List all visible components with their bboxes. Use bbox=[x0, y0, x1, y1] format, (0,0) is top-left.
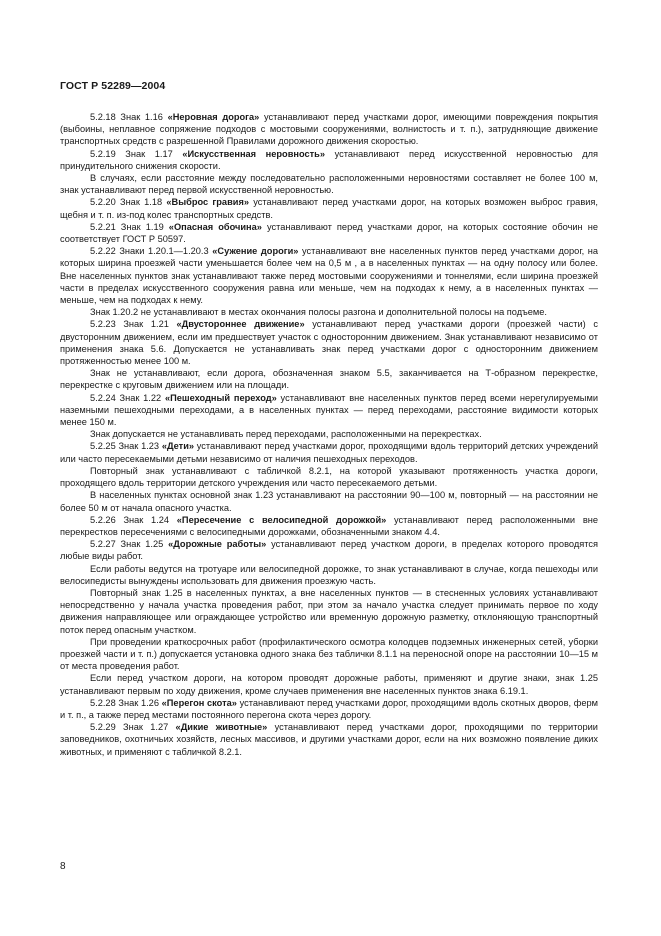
paragraph: 5.2.28 Знак 1.26 «Перегон скота» устанавливают перед участками дорог, проходящими вдоль скотных дворов, ферм и т. п., а также перед местами постоянного перегона скота через дорогу. bbox=[60, 697, 598, 720]
paragraph: 5.2.18 Знак 1.16 «Неровная дорога» устанавливают перед участками дорог, имеющими повреждения покрытия (выбоины, неплавное сопряжение подходов с мостовыми сооружениями, волнистость и т. п.), затрудняющие движение транспортных средств с разрешенной Правилами дорожного движения скоростью. bbox=[60, 112, 598, 147]
paragraph: 5.2.20 Знак 1.18 «Выброс гравия» устанавливают перед участками дорог, на которых возможен выброс гравия, щебня и т. п. из-под колес транспортных средств. bbox=[60, 197, 598, 220]
page-number: 8 bbox=[60, 861, 66, 872]
paragraph: Знак допускается не устанавливать перед переходами, расположенными на перекрестках. bbox=[90, 429, 482, 440]
paragraph: Знак 1.20.2 не устанавливают в местах окончания полосы разгона и дополнительной полосы на подъеме. bbox=[90, 307, 547, 318]
paragraph: 5.2.26 Знак 1.24 «Пересечение с велосипедной дорожкой» устанавливают перед расположенными вне перекрестков пересечениями с велосипедными дорожками, обозначенными знаком 4.4. bbox=[60, 514, 598, 537]
paragraph: 5.2.19 Знак 1.17 «Искусственная неровность» устанавливают перед искусственной неровностью для принудительного снижения скорости. bbox=[60, 148, 598, 171]
paragraph: 5.2.29 Знак 1.27 «Дикие животные» устанавливают перед участками дорог, проходящими по территории заповедников, охотничьих хозяйств, лесных массивов, и другими участками дорог, если на них возможно появление диких животных, и применяют с табличкой 8.2.1. bbox=[60, 722, 598, 757]
document-body bbox=[60, 111, 598, 758]
paragraph: Повторный знак 1.25 в населенных пунктах, а вне населенных пунктов — в стесненных условиях устанавливают непосредственно у начала участка проведения работ, при этом за начало участка следует принимать первое по ходу движения направляющее или ограждающее устройство или временную дорожную разметку, отклоняющую транспортный поток перед опасным участком. bbox=[60, 587, 598, 635]
paragraph: В случаях, если расстояние между последовательно расположенными неровностями составляет не более 100 м, знак устанавливают перед первой искусственной неровностью. bbox=[60, 173, 598, 196]
paragraph: В населенных пунктах основной знак 1.23 устанавливают на расстоянии 90—100 м, повторный — на расстоянии не более 50 м от начала опасного участка. bbox=[60, 490, 598, 513]
paragraph: При проведении краткосрочных работ (профилактического осмотра колодцев подземных инженерных сетей, уборки проезжей части и т. п.) допускается установка одного знака без таблички 8.1.1 на переносной опоре на расстоянии 10—15 м от места проведения работ. bbox=[60, 636, 598, 672]
paragraph: 5.2.24 Знак 1.22 «Пешеходный переход» устанавливают вне населенных пунктов перед всеми нерегулируемыми наземными пешеходными переходами, а в населенных пунктах — перед переходами, расстояние видимости которых менее 150 м. bbox=[60, 392, 598, 428]
paragraph: Повторный знак устанавливают с табличкой 8.2.1, на которой указывают протяженность участка дороги, проходящего вдоль территории детского учреждения или часто пересекаемого детьми. bbox=[60, 465, 598, 489]
paragraph: Знак не устанавливают, если дорога, обозначенная знаком 5.5, заканчивается на Т-образном перекрестке, перекрестке с круговым движением или на площади. bbox=[60, 368, 598, 391]
paragraph: 5.2.25 Знак 1.23 «Дети» устанавливают перед участками дорог, проходящими вдоль территорий детских учреждений или часто пересекаемыми детьми независимо от наличия пешеходных переходов. bbox=[60, 441, 598, 464]
paragraph: 5.2.23 Знак 1.21 «Двустороннее движение» устанавливают перед участками дороги (проезжей части) с двусторонним движением, если им предшествует участок с односторонним движением. Знак устанавливают независимо от применения знака 5.6. Допускается не устанавливать знак перед участками дорог с односторонним движением протяженностью менее 100 м. bbox=[60, 319, 598, 367]
page-header-standard: ГОСТ Р 52289—2004 bbox=[60, 80, 166, 92]
paragraph: 5.2.21 Знак 1.19 «Опасная обочина» устанавливают перед участками дорог, на которых состояние обочин не соответствует ГОСТ Р 50597. bbox=[60, 221, 598, 245]
paragraph: 5.2.27 Знак 1.25 «Дорожные работы» устанавливают перед участком дороги, в пределах которого проводятся любые виды работ. bbox=[60, 539, 599, 562]
paragraph: Если перед участком дороги, на котором проводят дорожные работы, применяют и другие знаки, знак 1.25 устанавливают первым по ходу движения, кроме случаев применения вне населенных пунктов знака 6.19.1. bbox=[60, 673, 598, 696]
paragraph: Если работы ведутся на тротуаре или велосипедной дорожке, то знак устанавливают в случае, когда пешеходы или велосипедисты вынуждены использовать для движения проезжую часть. bbox=[60, 563, 598, 586]
paragraph: 5.2.22 Знаки 1.20.1—1.20.3 «Сужение дороги» устанавливают вне населенных пунктов перед участками дорог, на которых ширина проезжей части уменьшается более чем на 0,5 м , а в населенных пунктах — на одну полосу или более. Вне населенных пунктов знак устанавливают также перед мостовыми сооружениями и тоннелями, если ширина проезжей части в пределах искусственного сооружения равна или меньше, чем на подходах к нему, а в населенных пунктах — меньше, чем на подходах к нему. bbox=[60, 246, 598, 306]
